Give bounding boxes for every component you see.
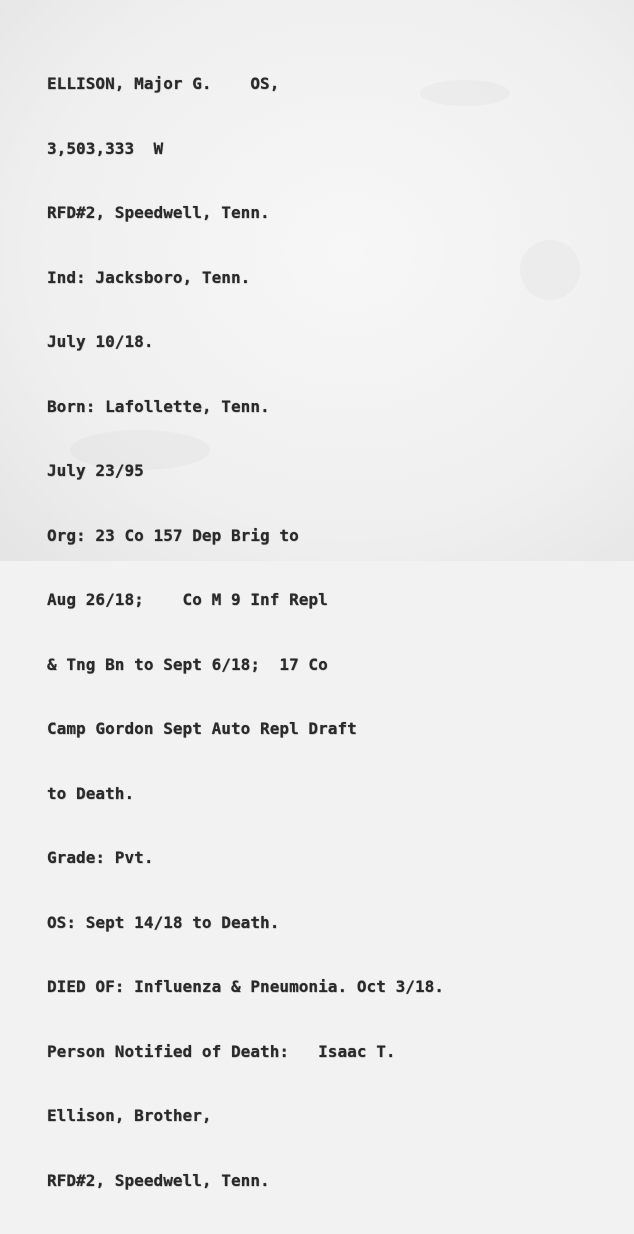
organization-line: & Tng Bn to Sept 6/18; 17 Co: [47, 654, 328, 674]
birth-date-line: July 23/95: [47, 461, 144, 480]
organization-line: Org: 23 Co 157 Dep Brig to: [47, 525, 299, 545]
notified-address-line: RFD#2, Speedwell, Tenn.: [47, 1170, 270, 1190]
birthplace-line: Born: Lafollette, Tenn.: [47, 396, 270, 416]
organization-line: Camp Gordon Sept Auto Repl Draft: [47, 719, 357, 738]
address-line: RFD#2, Speedwell, Tenn.: [47, 203, 270, 222]
cause-of-death-line: DIED OF: Influenza & Pneumonia. Oct 3/18.: [47, 977, 444, 996]
notified-person-line: Ellison, Brother,: [47, 1106, 212, 1125]
name-line: ELLISON, Major G. OS,: [47, 74, 280, 93]
inducted-date-line: July 10/18.: [47, 332, 154, 351]
typewritten-text-block: [47, 30, 444, 1234]
organization-line: Aug 26/18; Co M 9 Inf Repl: [47, 590, 328, 609]
organization-line: to Death.: [47, 783, 135, 803]
paper-stain: [520, 240, 580, 300]
grade-line: Grade: Pvt.: [47, 848, 154, 867]
inducted-place-line: Ind: Jacksboro, Tenn.: [47, 267, 251, 287]
notified-person-line: Person Notified of Death: Isaac T.: [47, 1041, 396, 1061]
overseas-service-line: OS: Sept 14/18 to Death.: [47, 912, 280, 932]
service-number-line: 3,503,333 W: [47, 138, 164, 158]
